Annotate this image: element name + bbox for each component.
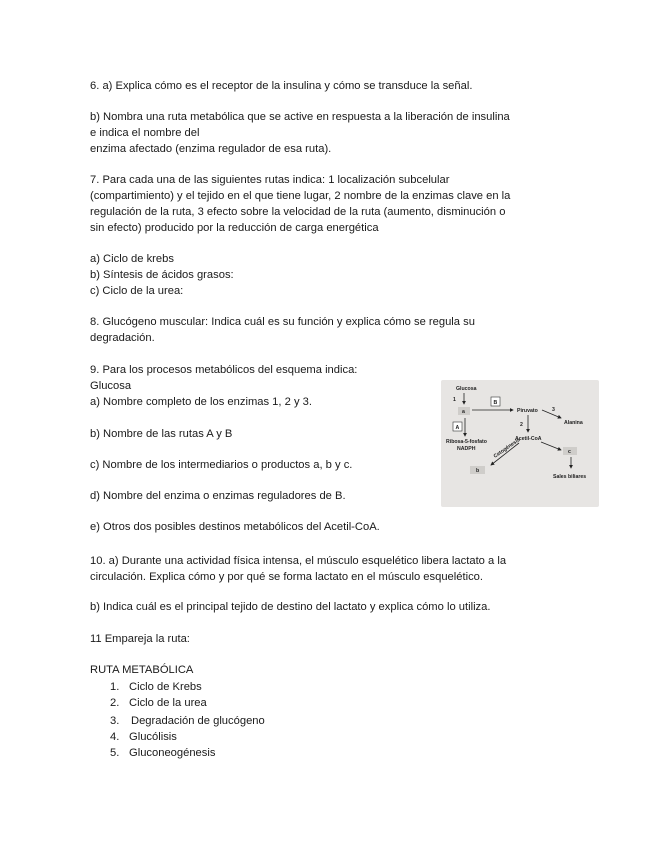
diagram-b: b — [476, 468, 480, 474]
q10-line2: circulación. Explica cómo y por qué se forma lactato en el músculo esquelético. — [90, 571, 483, 583]
q7-b: b) Síntesis de ácidos grasos: — [90, 269, 234, 281]
metabolic-scheme-image — [441, 380, 599, 507]
diagram-glucosa: Glucosa — [456, 386, 477, 392]
q11-title: 11 Empareja la ruta: — [90, 633, 190, 645]
q9-d: d) Nombre del enzima o enzimas reguladores de B. — [90, 490, 346, 502]
route-num: 4. — [110, 731, 120, 743]
q8-line2: degradación. — [90, 332, 155, 344]
diagram-cetogenesis: Cetogénesis — [492, 437, 522, 460]
diagram-sales: Sales biliares — [553, 474, 587, 480]
route-num: 3. — [110, 715, 120, 727]
q7-c: c) Ciclo de la urea: — [90, 285, 184, 297]
route-label: Gluconeogénesis — [129, 747, 216, 759]
diagram-acetil: Acetil-CoA — [515, 436, 542, 442]
diagram-nadph: NADPH — [457, 446, 476, 452]
route-label: Ciclo de Krebs — [129, 681, 202, 693]
q7-line3: regulación de la ruta, 3 efecto sobre la velocidad de la ruta (aumento, disminución o — [90, 206, 506, 218]
route-label: Glucólisis — [129, 731, 177, 743]
diagram-enzyme-2: 2 — [520, 422, 523, 428]
q6-a: 6. a) Explica cómo es el receptor de la insulina y cómo se transduce la señal. — [90, 80, 473, 92]
q6-b-line1: b) Nombra una ruta metabólica que se active en respuesta a la liberación de insulina — [90, 111, 510, 123]
diagram-a: a — [462, 409, 465, 415]
diagram-A: A — [455, 425, 460, 431]
route-num: 1. — [110, 681, 120, 693]
q9-c: c) Nombre de los intermediarios o productos a, b y c. — [90, 459, 353, 471]
q9-line2: Glucosa — [90, 380, 132, 392]
q9-a: a) Nombre completo de los enzimas 1, 2 y 3. — [90, 396, 312, 408]
arrow-acetil-c — [541, 442, 561, 450]
q9-b: b) Nombre de las rutas A y B — [90, 428, 233, 440]
diagram-piruvato: Piruvato — [517, 408, 538, 414]
diagram-ribosa: Ribosa-5-fosfato — [446, 439, 487, 445]
diagram-B: B — [493, 400, 498, 406]
route-num: 2. — [110, 697, 120, 709]
q7-line1: 7. Para cada una de las siguientes rutas indica: 1 localización subcelular — [90, 174, 450, 186]
q6-b-line3: enzima afectado (enzima regulador de esa ruta). — [90, 143, 332, 155]
route-label: Degradación de glucógeno — [131, 715, 265, 727]
diagram-enzyme-1: 1 — [453, 397, 456, 403]
q9-e: e) Otros dos posibles destinos metabólicos del Acetil-CoA. — [90, 521, 380, 533]
q7-line4: sin efecto) producido por la reducción de carga energética — [90, 222, 379, 234]
q9-line1: 9. Para los procesos metabólicos del esquema indica: — [90, 364, 358, 376]
q6-b-line2: e indica el nombre del — [90, 127, 200, 139]
q7-a: a) Ciclo de krebs — [90, 253, 174, 265]
route-label: Ciclo de la urea — [129, 697, 207, 709]
q11-header: RUTA METABÓLICA — [90, 664, 194, 676]
q7-line2: (compartimiento) y el tejido en el que tiene lugar, 2 nombre de la enzimas clave en la — [90, 190, 511, 202]
route-num: 5. — [110, 747, 120, 759]
q8-line1: 8. Glucógeno muscular: Indica cuál es su función y explica cómo se regula su — [90, 316, 475, 328]
q10-line1: 10. a) Durante una actividad física intensa, el músculo esquelético libera lactato a la — [90, 555, 507, 567]
diagram-c: c — [568, 449, 571, 455]
diagram-alanina: Alanina — [564, 420, 583, 426]
diagram-enzyme-3: 3 — [552, 407, 555, 413]
q10-b: b) Indica cuál es el principal tejido de destino del lactato y explica cómo lo utiliza. — [90, 601, 491, 613]
